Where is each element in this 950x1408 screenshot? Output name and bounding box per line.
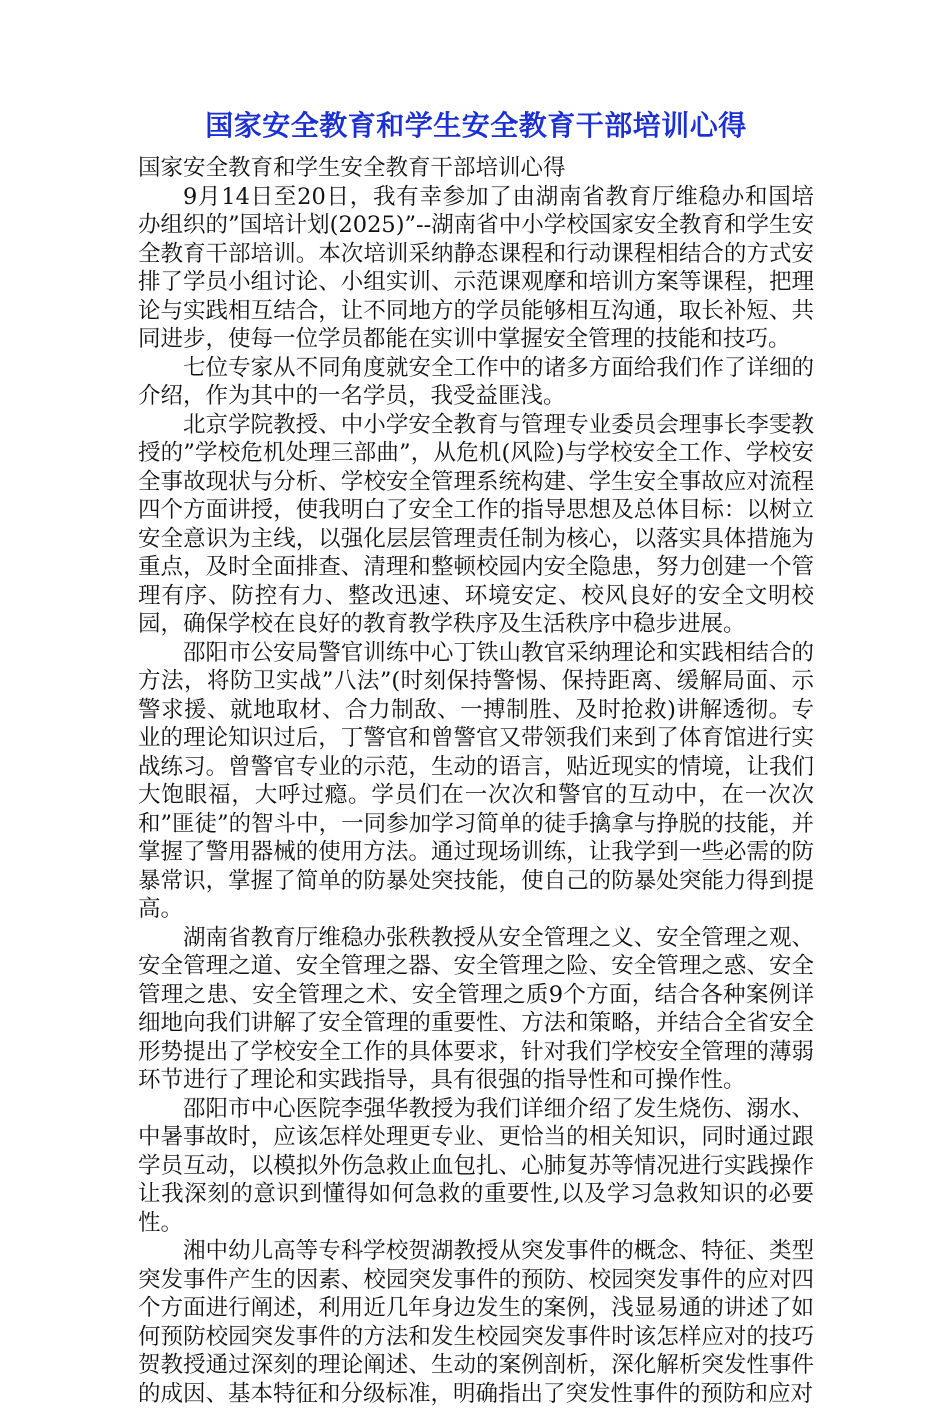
document-page bbox=[138, 104, 814, 1408]
paragraph-first-aid: 邵阳市中心医院李强华教授为我们详细介绍了发生烧伤、溺水、中暑事故时，应该怎样处理更专业、更恰当的相关知识，同时通过跟学员互动，以模拟外伤急救止血包扎、心肺复苏等情况进行实践操作让我深刻的意识到懂得如何急救的重要性,以及学习急救知识的必要性。 bbox=[138, 1095, 814, 1236]
document-subtitle: 国家安全教育和学生安全教育干部培训心得 bbox=[138, 155, 566, 181]
paragraph-emergency-events: 湘中幼儿高等专科学校贺湖教授从突发事件的概念、特征、类型突发事件产生的因素、校园突发事件的预防、校园突发事件的应对四个方面进行阐述，利用近几年身边发生的案例，浅显易通的讲述了如何预防校园突发事件的方法和发生校园突发事件时该怎样应对的技巧贺教授通过深刻的理论阐述、生动的案例剖析，深化解析突发性事件的成因、基本特征和分级标准，明确指出了突发性事件的预防和应对 bbox=[138, 1238, 814, 1407]
paragraph-defense-training: 邵阳市公安局警官训练中心丁铁山教官采纳理论和实践相结合的方法，将防卫实战”八法”(时刻保持警惕、保持距离、缓解局面、示警求援、就地取材、合力制敌、一搏制胜、及时抢救)讲解透彻。专业的理论知识过后，丁警官和曾警官又带领我们来到了体育馆进行实战练习。曾警官专业的示范，生动的语言，贴近现实的情境，让我们大饱眼福，大呼过瘾。学员们在一次次和警官的互动中，在一次次和”匪徒”的智斗中，一同参加学习简单的徒手擒拿与挣脱的技能，并掌握了警用器械的使用方法。通过现场训练，让我学到一些必需的防暴常识，掌握了简单的防暴处突技能，使自己的防暴处突能力得到提高。 bbox=[138, 639, 814, 922]
paragraph-safety-management: 湖南省教育厅维稳办张秩教授从安全管理之义、安全管理之观、安全管理之道、安全管理之器、安全管理之险、安全管理之惑、安全管理之患、安全管理之术、安全管理之质9个方面，结合各种案例详细地向我们讲解了安全管理的重要性、方法和策略，并结合全省安全形势提出了学校安全工作的具体要求，针对我们学校安全管理的薄弱环节进行了理论和实践指导，具有很强的指导性和可操作性。 bbox=[138, 924, 814, 1093]
paragraph-experts-intro: 七位专家从不同角度就安全工作中的诸多方面给我们作了详细的介绍，作为其中的一名学员，我受益匪浅。 bbox=[138, 354, 814, 409]
document-title: 国家安全教育和学生安全教育干部培训心得 bbox=[205, 109, 747, 142]
paragraph-training-overview: 9月14日至20日，我有幸参加了由湖南省教育厅维稳办和国培办组织的”国培计划(2025)”--湖南省中小学校国家安全教育和学生安全教育干部培训。本次培训采纳静态课程和行动课程相结合的方式安排了学员小组讨论、小组实训、示范课观摩和培训方案等课程，把理论与实践相互结合，让不同地方的学员能够相互沟通，取长补短、共同进步，使每一位学员都能在实训中掌握安全管理的技能和技巧。 bbox=[138, 183, 814, 352]
paragraph-crisis-handling: 北京学院教授、中小学安全教育与管理专业委员会理事长李雯教授的”学校危机处理三部曲”，从危机(风险)与学校安全工作、学校安全事故现状与分析、学校安全管理系统构建、学生安全事故应对流程四个方面讲授，使我明白了安全工作的指导思想及总体目标：以树立安全意识为主线，以强化层层管理责任制为核心，以落实具体措施为重点，及时全面排查、清理和整顿校园内安全隐患，努力创建一个管理有序、防控有力、整改迅速、环境安定、校风良好的安全文明校园，确保学校在良好的教育教学秩序及生活秩序中稳步进展。 bbox=[138, 411, 814, 637]
